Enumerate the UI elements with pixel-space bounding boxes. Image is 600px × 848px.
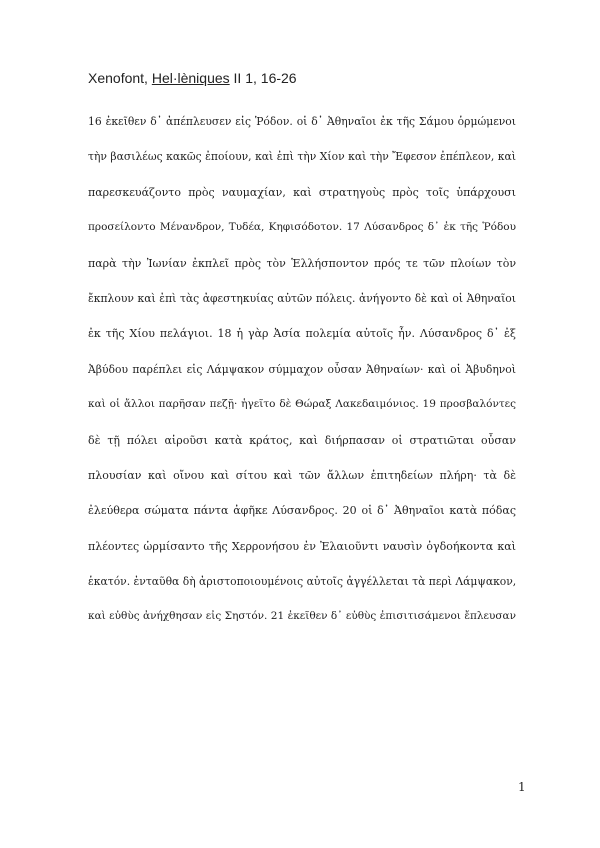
text-line: ἐκ τῆς Χίου πελάγιοι. 18 ἡ γὰρ Ἀσία πολεμία αὐτοῖς ἦν. Λύσανδρος δ᾽ ἐξ bbox=[88, 327, 516, 341]
page-number: 1 bbox=[518, 780, 526, 794]
text-line: ἔκπλουν καὶ ἐπὶ τὰς ἀφεστηκυίας αὐτῶν πόλεις. ἀνήγοντο δὲ καὶ οἱ Ἀθηναῖοι bbox=[88, 291, 516, 305]
text-line: καὶ εὐθὺς ἀνήχθησαν εἰς Σηστόν. 21 ἐκεῖθεν δ᾽ εὐθὺς ἐπισιτισάμενοι ἔπλευσαν bbox=[88, 610, 516, 623]
text-line: Ἀβύδου παρέπλει εἰς Λάμψακον σύμμαχον οὖσαν Ἀθηναίων· καὶ οἱ Ἀβυδηνοὶ bbox=[88, 362, 516, 376]
text-line: καὶ οἱ ἄλλοι παρῆσαν πεζῇ· ἡγεῖτο δὲ Θώραξ Λακεδαιμόνιος. 19 προσβαλόντες bbox=[88, 398, 516, 411]
greek-text-body bbox=[88, 104, 516, 635]
text-line: πλουσίαν καὶ οἴνου καὶ σίτου καὶ τῶν ἄλλων ἐπιτηδείων πλήρη· τὰ δὲ bbox=[88, 468, 516, 482]
text-line: τὴν βασιλέως κακῶς ἐποίουν, καὶ ἐπὶ τὴν Χίον καὶ τὴν Ἔφεσον ἐπέπλεον, καὶ bbox=[88, 150, 516, 164]
text-line: δὲ τῇ πόλει αἱροῦσι κατὰ κράτος, καὶ διήρπασαν οἱ στρατιῶται οὖσαν bbox=[88, 433, 516, 447]
text-line: ἐλεύθερα σώματα πάντα ἀφῆκε Λύσανδρος. 20 οἱ δ᾽ Ἀθηναῖοι κατὰ πόδας bbox=[88, 504, 516, 518]
text-line: παρεσκευάζοντο πρὸς ναυμαχίαν, καὶ στρατηγοὺς πρὸς τοῖς ὑπάρχουσι bbox=[88, 185, 516, 199]
text-line: 16 ἐκεῖθεν δ᾽ ἀπέπλευσεν εἰς Ῥόδον. οἱ δ᾽ Ἀθηναῖοι ἐκ τῆς Σάμου ὁρμώμενοι bbox=[88, 115, 516, 128]
text-line: ἑκατόν. ἐνταῦθα δὴ ἀριστοποιουμένοις αὐτοῖς ἀγγέλλεται τὰ περὶ Λάμψακον, bbox=[88, 575, 516, 589]
document-heading bbox=[88, 70, 297, 86]
heading-reference: II 1, 16-26 bbox=[229, 70, 297, 86]
text-line: προσείλοντο Μένανδρον, Τυδέα, Κηφισόδοτον. 17 Λύσανδρος δ᾽ ἐκ τῆς Ῥόδου bbox=[88, 221, 516, 234]
text-line: παρὰ τὴν Ἰωνίαν ἐκπλεῖ πρὸς τὸν Ἑλλήσποντον πρός τε τῶν πλοίων τὸν bbox=[88, 256, 516, 270]
heading-author: Xenofont, bbox=[88, 70, 152, 86]
text-line: πλέοντες ὡρμίσαντο τῆς Χερρονήσου ἐν Ἐλαιοῦντι ναυσὶν ὀγδοήκοντα καὶ bbox=[88, 539, 516, 553]
heading-work-title: Hel·lèniques bbox=[151, 70, 230, 86]
